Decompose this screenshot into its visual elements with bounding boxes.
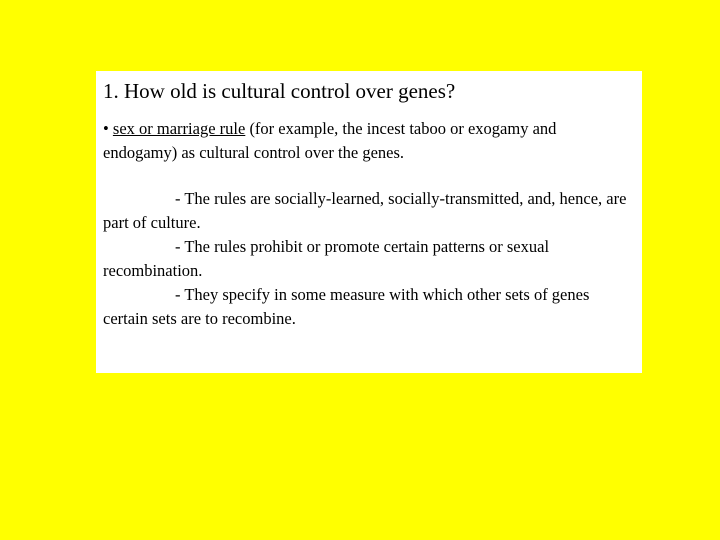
bullet-term: sex or marriage rule — [112, 119, 246, 138]
bullet-paragraph — [103, 117, 634, 165]
bullet-icon: • — [103, 119, 109, 138]
spacer — [103, 165, 634, 187]
bullet-rest: (for example, the incest taboo or exogamy and endogamy) as cultural control over the genes. — [103, 119, 557, 162]
sub-point-text: - They specify in some measure with which other sets of genes certain sets are to recombine. — [103, 285, 590, 328]
sub-point-3 — [103, 283, 634, 331]
sub-point-text: - The rules prohibit or promote certain patterns or sexual recombination. — [103, 237, 550, 280]
slide-content-box — [96, 71, 642, 373]
sub-point-1 — [103, 187, 634, 235]
sub-point-2 — [103, 235, 634, 283]
slide-heading: 1. How old is cultural control over genes? — [103, 79, 456, 103]
sub-point-text: - The rules are socially-learned, socially-transmitted, and, hence, are part of culture. — [103, 189, 627, 232]
